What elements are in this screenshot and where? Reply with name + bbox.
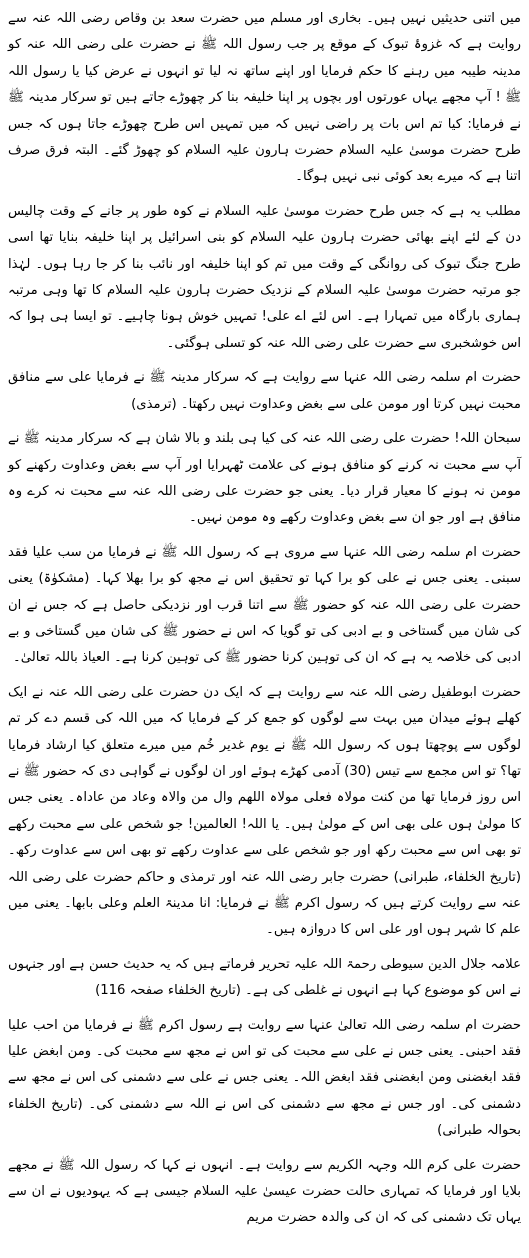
paragraph-4: سبحان اللہ! حضرت علی رضی اللہ عنہ کی کیا ہی بلند و بالا شان ہے کہ سرکار مدینہ ﷺ نے آپ سے محبت نہ کرنے کو منافق ہونے کی علامت ٹھہرایا اور آپ سے بغض وعداوت رکھنے کو مومن نہ ہونے کا معیار قرار دیا۔ یعنی جو حضرت علی رضی اللہ عنہ سے محبت نہ کرے وہ منافق ہے اور جو ان سے بغض وعداوت رکھے وہ مومن نہیں۔ [8,431,521,526]
paragraph-9: حضرت علی کرم اللہ وجہہ الکریم سے روایت ہے۔ انہوں نے کہا کہ رسول اللہ ﷺ نے مجھے بلایا اور فرمایا کہ تمہاری حالت حضرت عیسیٰ علیہ السلام جیسی ہے کہ یہودیوں نے ان سے یہاں تک دشمنی کی کہ ان کی والدہ حضرت مریم [8,1157,521,1226]
paragraph-8: حضرت ام سلمہ رضی اللہ تعالیٰ عنہا سے روایت ہے رسول اکرم ﷺ نے فرمایا من احب علیا فقد احبنی۔ یعنی جس نے علی سے محبت کی تو اس نے مجھ سے محبت کی۔ ومن ابغض علیا فقد ابغضنی ومن ابغضنی فقد ابغض اللہ۔ یعنی جس نے علی سے دشمنی کی اس نے مجھ سے دشمنی کی۔ اور جس نے مجھ سے دشمنی کی اس نے اللہ سے دشمنی کی۔ (تاریخ الخلفاء بحوالہ طبرانی) [8,1017,521,1139]
paragraph-2: مطلب یہ ہے کہ جس طرح حضرت موسیٰ علیہ السلام نے کوہ طور پر جانے کے وقت چالیس دن کے لئے اپنے بھائی حضرت ہارون علیہ السلام کو بنی اسرائیل پر اپنا خلیفہ بنایا تھا اسی طرح جنگ تبوک کی روانگی کے وقت میں تم کو اپنا خلیفہ اور نائب بنا کر جا رہا ہوں۔ لہٰذا جو مرتبہ حضرت موسیٰ علیہ السلام کے نزدیک حضرت ہارون علیہ السلام کا تھا وہی مرتبہ ہماری بارگاہ میں تمہارا ہے۔ اس لئے اے علی! تمہیں خوش ہونا چاہیے۔ تو ایسا ہی ہوا کہ اس خوشخبری سے حضرت علی رضی اللہ عنہ کو تسلی ہوگئی۔ [8,203,521,351]
paragraph-5: حضرت ام سلمہ رضی اللہ عنہا سے مروی ہے کہ رسول اللہ ﷺ نے فرمایا من سب علیا فقد سبنی۔ یعنی جس نے علی کو برا کہا تو تحقیق اس نے مجھ کو برا بھلا کہا۔ (مشکوٰۃ) یعنی حضرت علی رضی اللہ عنہ کو حضور ﷺ سے اتنا قرب اور نزدیکی حاصل ہے کہ جس نے ان کی شان میں گستاخی و بے ادبی کی تو گویا کہ اس نے حضور ﷺ کی شان میں گستاخی و بے ادبی کی خلاصہ یہ ہے کہ ان کی توہین کرنا حضور ﷺ کی توہین کرنا ہے۔ العیاذ باللہ تعالیٰ۔ [8,544,521,666]
paragraph-7: علامہ جلال الدین سیوطی رحمۃ اللہ علیہ تحریر فرماتے ہیں کہ یہ حدیث حسن ہے اور جنہوں نے اس کو موضوع کہا ہے انہوں نے غلطی کی ہے۔ (تاریخ الخلفاء صفحہ 116) [8,956,521,999]
paragraph-6: حضرت ابوطفیل رضی اللہ عنہ سے روایت ہے کہ ایک دن حضرت علی رضی اللہ عنہ نے ایک کھلے ہوئے میدان میں بہت سے لوگوں کو جمع کر کے فرمایا کہ میں اللہ کی قسم دے کر تم لوگوں سے پوچھتا ہوں کہ رسول اللہ ﷺ نے یوم غدیر خُم میں میرے متعلق کیا ارشاد فرمایا تھا؟ تو اس مجمع سے تیس (30) آدمی کھڑے ہوئے اور ان لوگوں نے گواہی دی کہ حضور ﷺ نے اس روز فرمایا تھا من کنت مولاہ فعلی مولاہ اللھم وال من والاہ وعاد من عاداہ۔ یعنی جس کا مولیٰ ہوں علی بھی اس کے مولیٰ ہیں۔ یا اللہ! العالمین! جو شخص علی سے محبت رکھے تو بھی اس سے محبت رکھ اور جو شخص علی سے عداوت رکھے تو بھی اس سے عداوت رکھ۔ (تاریخ الخلفاء، طبرانی) حضرت جابر رضی اللہ عنہ اور ترمذی و حاکم حضرت علی رضی اللہ عنہ سے روایت کرتے ہیں کہ رسول اکرم ﷺ نے فرمایا: انا مدینۃ العلم وعلی بابھا۔ یعنی میں علم کا شہر ہوں اور علی اس کا دروازہ ہیں۔ [8,684,521,938]
paragraph-3: حضرت ام سلمہ رضی اللہ عنہا سے روایت ہے کہ سرکار مدینہ ﷺ نے فرمایا علی سے منافق محبت نہیں کرتا اور مومن علی سے بغض وعداوت نہیں رکھتا۔ (ترمذی) [8,370,521,412]
paragraph-1: میں اتنی حدیثیں نہیں ہیں۔ بخاری اور مسلم میں حضرت سعد بن وقاص رضی اللہ عنہ سے روایت ہے کہ غزوۂ تبوک کے موقع پر جب رسول اللہ ﷺ نے حضرت علی رضی اللہ عنہ کو مدینہ طیبہ میں رہنے کا حکم فرمایا اور اپنے ساتھ نہ لیا تو انہوں نے عرض کیا یا رسول اللہ ﷺ ! آپ مجھے یہاں عورتوں اور بچوں پر اپنا خلیفہ بنا کر چھوڑے جاتے ہیں تو سرکار مدینہ ﷺ نے فرمایا: کیا تم اس بات پر راضی نہیں کہ میں تمہیں اس طرح چھوڑے جاتا ہوں کہ جس طرح حضرت موسیٰ علیہ السلام حضرت ہارون علیہ السلام کو چھوڑ گئے۔ البتہ فرق صرف اتنا ہے کہ میرے بعد کوئی نبی نہیں ہوگا۔ [8,11,521,185]
